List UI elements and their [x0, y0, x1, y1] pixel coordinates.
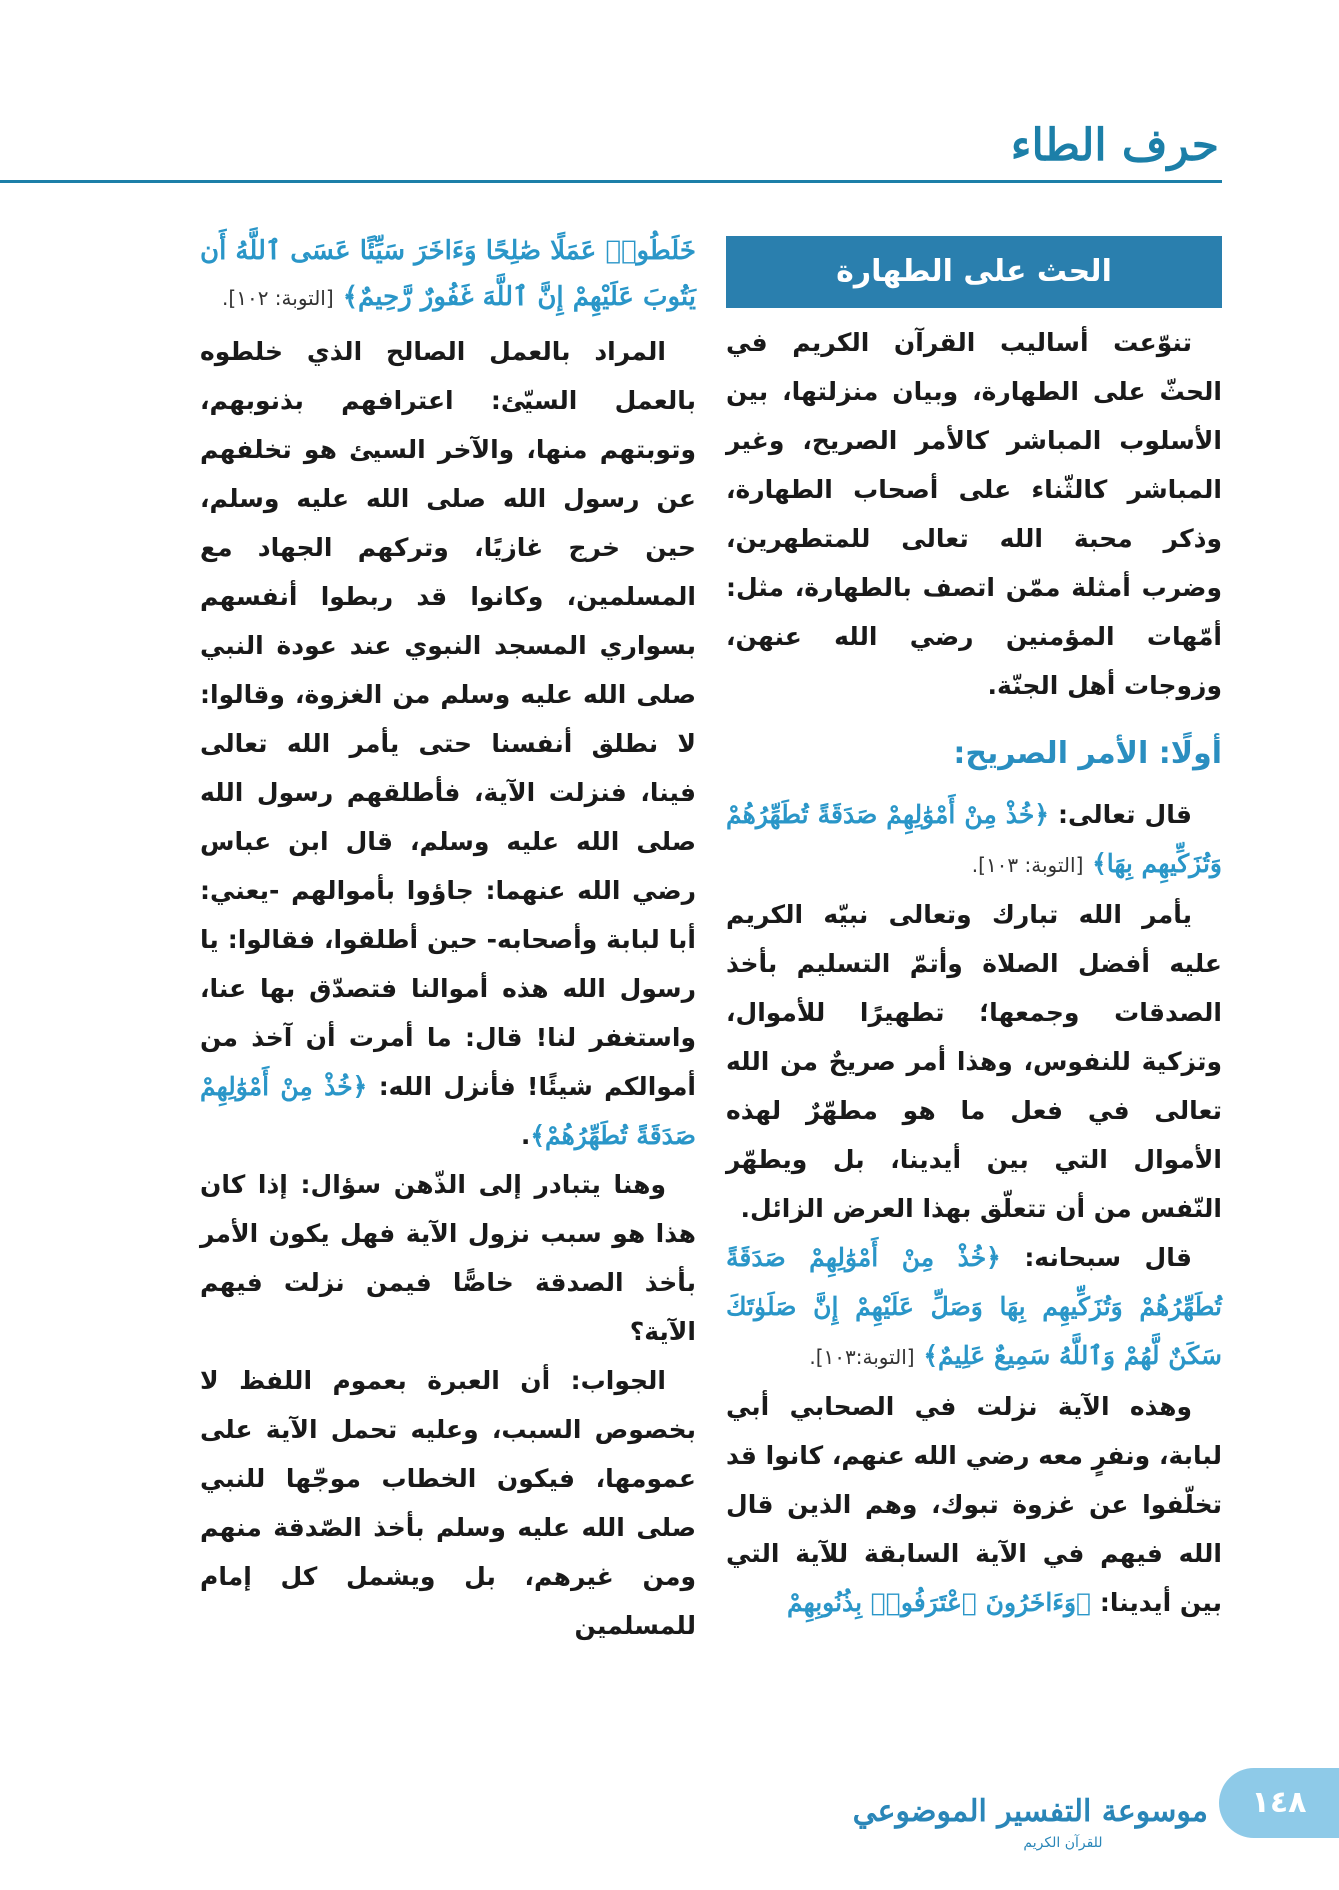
section-title: الحث على الطهارة — [726, 236, 1222, 308]
context-text: وهذه الآية نزلت في الصحابي أبي لبابة، ونفرٍ معه رضي الله عنهم، كانوا قد تخلّفوا عن غزوة تبوك، وهم الذين قال الله فيهم في الآية السابقة للآية التي بين أيدينا: — [726, 1392, 1222, 1617]
question-paragraph: وهنا يتبادر إلى الذّهن سؤال: إذا كان هذا هو سبب نزول الآية فهل يكون الأمر بأخذ الصدقة خاصًّا فيمن نزلت فيهم الآية؟ — [200, 1170, 696, 1346]
logo-sub-text: للقرآن الكريم — [1023, 1835, 1103, 1851]
verse1-reference: [التوبة: ١٠٣]. — [971, 853, 1084, 877]
explanation-paragraph: يأمر الله تبارك وتعالى نبيّه الكريم عليه أفضل الصلاة وأتمّ التسليم بأخذ الصدقات وجمعها؛ تطهيرًا للأموال، وتزكية للنفوس، وهذا أمر صريحٌ من الله تعالى في فعل ما هو مطهّرٌ لهذه الأموال التي بين أيدينا، بل ويطهّر النّفس من أن تتعلّق بهذا العرض الزائل. — [726, 900, 1222, 1223]
meaning-paragraph — [200, 327, 696, 1160]
meaning-end: . — [520, 1121, 531, 1150]
verse2-lead: قال سبحانه: — [1024, 1243, 1192, 1272]
right-column — [726, 228, 1222, 1627]
left-column — [200, 228, 696, 1650]
page-header-title: حرف الطاء — [1010, 120, 1219, 171]
logo-main-text: موسوعة التفسير الموضوعي — [852, 1794, 1208, 1829]
quran-verse-3: ﴿وَءَاخَرُونَ ٱعْتَرَفُوا۟ بِذُنُوبِهِمْ — [787, 1588, 1092, 1617]
quran-verse-continuation: خَلَطُوا۟ عَمَلًا صَٰلِحًا وَءَاخَرَ سَيِّئًا عَسَى ٱللَّهُ أَن يَتُوبَ عَلَيْهِمْ إِنَّ ٱللَّهَ غَفُورٌ رَّحِيمٌ﴾ — [200, 236, 696, 312]
context-paragraph — [726, 1382, 1222, 1627]
answer-paragraph: الجواب: أن العبرة بعموم اللفظ لا بخصوص السبب، وعليه تحمل الآية على عمومها، فيكون الخطاب موجّها للنبي صلى الله عليه وسلم بأخذ الصّدقة منهم ومن غيرهم، بل ويشمل كل إمام للمسلمين — [200, 1366, 696, 1640]
intro-paragraph: تنوّعت أساليب القرآن الكريم في الحثّ على الطهارة، وبيان منزلتها، بين الأسلوب المباشر كالأمر الصريح، وغير المباشر كالثّناء على أصحاب الطهارة، وذكر محبة الله تعالى للمتطهرين، وضرب أمثلة ممّن اتصف بالطهارة، مثل: أمّهات المؤمنين رضي الله عنهن، وزوجات أهل الجنّة. — [726, 328, 1222, 700]
header-divider — [0, 180, 1222, 183]
verse-continuation — [200, 228, 696, 321]
verse-paragraph-1 — [726, 790, 1222, 890]
verse1-lead: قال تعالى: — [1057, 800, 1192, 829]
quran-verse-1: ﴿خُذْ مِنْ أَمْوَٰلِهِمْ صَدَقَةً تُطَهِّرُهُمْ وَتُزَكِّيهِم بِهَا﴾ — [726, 800, 1222, 878]
meaning-text: المراد بالعمل الصالح الذي خلطوه بالعمل السيّئ: اعترافهم بذنوبهم، وتوبتهم منها، والآخر السيئ هو تخلفهم عن رسول الله صلى الله عليه وسلم، حين خرج غازيًا، وتركهم الجهاد مع المسلمين، وكانوا قد ربطوا أنفسهم بسواري المسجد النبوي عند عودة النبي صلى الله عليه وسلم من الغزوة، وقالوا: لا نطلق أنفسنا حتى يأمر الله تعالى فينا، فنزلت الآية، فأطلقهم رسول الله صلى الله عليه وسلم، قال ابن عباس رضي الله عنهما: جاؤوا بأموالهم -يعني: أبا لبابة وأصحابه- حين أطلقوا، فقالوا: يا رسول الله هذه أموالنا فتصدّق بها عنا، واستغفر لنا! قال: ما أمرت أن آخذ من أموالكم شيئًا! فأنزل الله: — [200, 337, 696, 1101]
subheading-explicit-command: أولًا: الأمر الصريح: — [953, 736, 1222, 771]
verse2-reference: [التوبة:١٠٣]. — [809, 1345, 915, 1369]
verse-paragraph-2 — [726, 1233, 1222, 1382]
encyclopedia-logo — [852, 1790, 1208, 1860]
page-number: ١٤٨ — [1219, 1768, 1339, 1838]
quran-verse-2: ﴿خُذْ مِنْ أَمْوَٰلِهِمْ صَدَقَةً تُطَهِّرُهُمْ وَتُزَكِّيهِم بِهَا وَصَلِّ عَلَيْهِمْ إِنَّ صَلَوٰتَكَ سَكَنٌ لَّهُمْ وَٱللَّهُ سَمِيعٌ عَلِيمٌ﴾ — [726, 1243, 1222, 1370]
quran-verse-4: ﴿خُذْ مِنْ أَمْوَٰلِهِمْ صَدَقَةً تُطَهِّرُهُمْ﴾ — [200, 1072, 696, 1150]
verse-continuation-reference: [التوبة: ١٠٢]. — [222, 286, 334, 310]
